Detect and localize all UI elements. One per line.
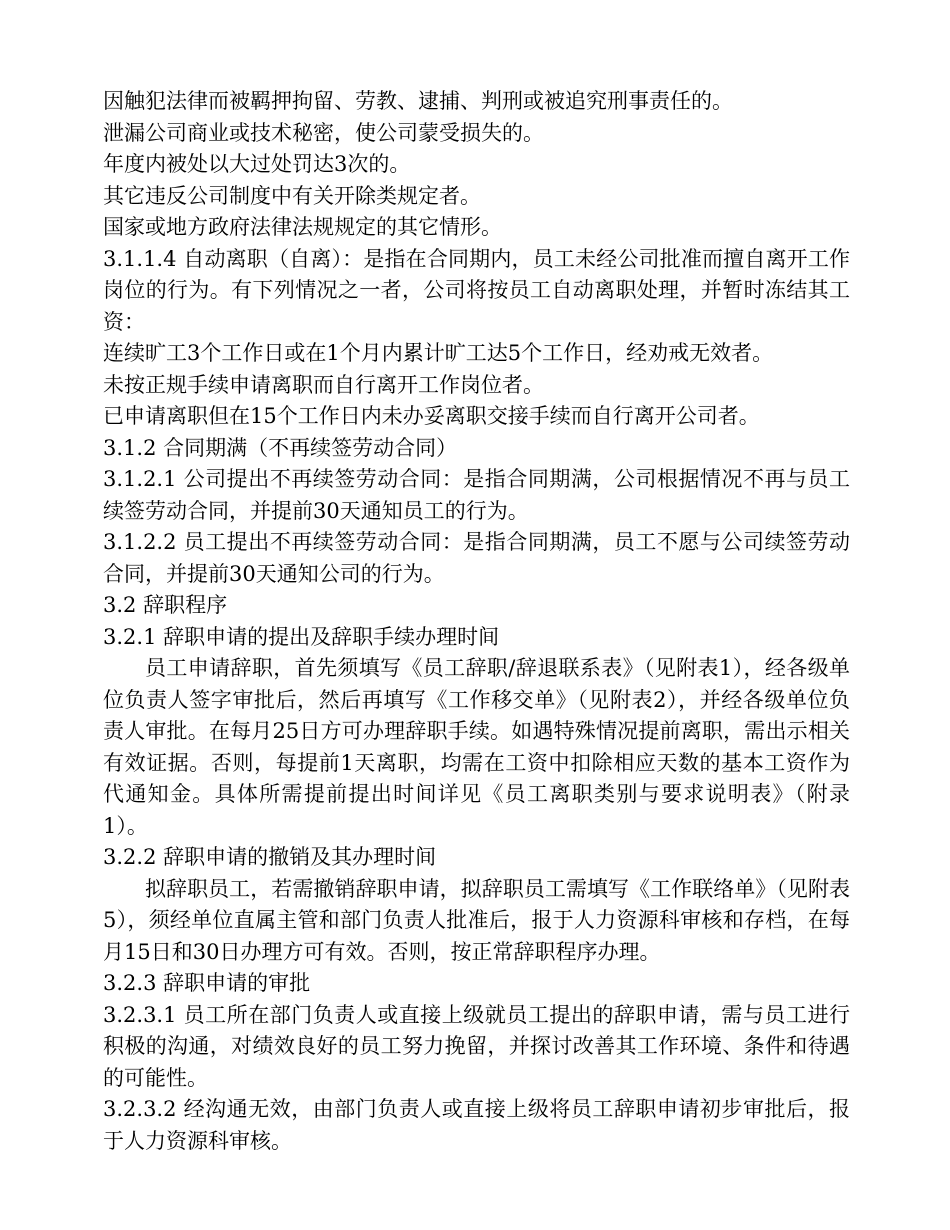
document-body (103, 86, 850, 1157)
paragraph: 已申请离职但在15个工作日内未办妥离职交接手续而自行离开公司者。 (103, 404, 760, 428)
section-heading-3-1-2: 3.1.2 合同期满（不再续签劳动合同） (103, 435, 458, 460)
section-heading-3-1-2-1: 3.1.2.1 公司提出不再续签劳动合同：是指合同期满，公司根据情况不再与员工续签劳动合同，并提前30天通知员工的行为。 (103, 467, 850, 523)
section-heading-3-2-2: 3.2.2 辞职申请的撤销及其办理时间 (103, 845, 437, 869)
paragraph: 其它违反公司制度中有关开除类规定者。 (103, 183, 481, 208)
paragraph: 连续旷工3个工作日或在1个月内累计旷工达5个工作日，经劝戒无效者。 (103, 341, 774, 365)
section-heading-3-2-3: 3.2.3 辞职申请的审批 (103, 971, 311, 995)
paragraph: 泄漏公司商业或技术秘密，使公司蒙受损失的。 (103, 120, 544, 145)
section-heading-3-1-2-2: 3.1.2.2 员工提出不再续签劳动合同：是指合同期满，员工不愿与公司续签劳动合同，并提前30天通知公司的行为。 (103, 530, 850, 586)
section-heading-3-2: 3.2 辞职程序 (103, 593, 228, 617)
section-heading-3-2-1: 3.2.1 辞职申请的提出及辞职手续办理时间 (103, 624, 500, 649)
section-heading-3-1-1-4: 3.1.1.4 自动离职（自离）：是指在合同期内，员工未经公司批准而擅自离开工作岗位的行为。有下列情况之一者，公司将按员工自动离职处理，并暂时冻结其工资： (103, 246, 850, 334)
paragraph: 因触犯法律而被羁押拘留、劳教、逮捕、判刑或被追究刑事责任的。 (103, 89, 733, 113)
paragraph: 国家或地方政府法律法规规定的其它情形。 (103, 215, 502, 239)
body-paragraph: 员工申请辞职，首先须填写《员工辞职/辞退联系表》（见附表1），经各级单位负责人签字审批后，然后再填写《工作移交单》（见附表2），并经各级单位负责人审批。在每月25日方可办理辞职手续。如遇特殊情况提前离职，需出示相关有效证据。否则，每提前1天离职，均需在工资中扣除相应天数的基本工资作为代通知金。具体所需提前提出时间详见《员工离职类别与要求说明表》（附录1）。 (103, 656, 850, 838)
section-heading-3-2-3-1: 3.2.3.1 员工所在部门负责人或直接上级就员工提出的辞职申请，需与员工进行积极的沟通，对绩效良好的员工努力挽留，并探讨改善其工作环境、条件和待遇的可能性。 (103, 1002, 850, 1090)
section-heading-3-2-3-2: 3.2.3.2 经沟通无效，由部门负责人或直接上级将员工辞职申请初步审批后，报于人力资源科审核。 (103, 1097, 850, 1153)
paragraph: 未按正规手续申请离职而自行离开工作岗位者。 (103, 372, 544, 397)
body-paragraph: 拟辞职员工，若需撤销辞职申请，拟辞职员工需填写《工作联络单》（见附表5），须经单位直属主管和部门负责人批准后，报于人力资源科审核和存档，在每月15日和30日办理方可有效。否则，按正常辞职程序办理。 (103, 876, 850, 964)
paragraph: 年度内被处以大过处罚达3次的。 (103, 152, 411, 176)
